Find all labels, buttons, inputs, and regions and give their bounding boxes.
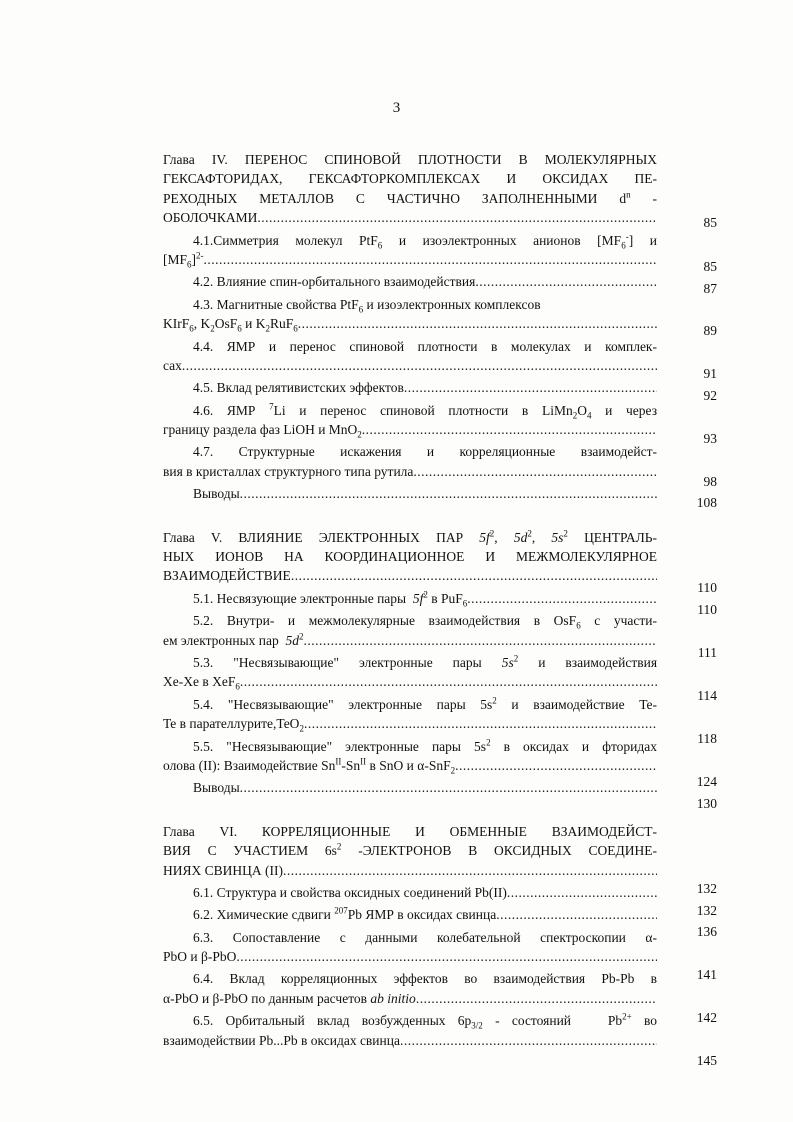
chapter-4-line-4: ОБОЛОЧКАМИ .....: [163, 208, 657, 227]
section-4-7: 4.7. Структурные искажения и корреляционные взаимодейст- вия в кристаллах структурного типа рутила .....: [163, 442, 657, 481]
chapter-6-line-2: ВИЯ С УЧАСТИЕМ $6s^2$ -ЭЛЕКТРОНОВ В ОКСИДНЫХ СОЕДИНЕ-: [163, 841, 657, 859]
section-4-2: 4.2. Влияние спин-орбитального взаимодействия .....: [163, 272, 657, 291]
page-ref-6-3: 141: [696, 967, 717, 982]
section-5-conclusions: Выводы .....: [163, 778, 657, 797]
section-4-conclusions: Выводы .....: [163, 484, 657, 503]
chapter-5-line-3: ВЗАИМОДЕЙСТВИЕ .....: [163, 566, 657, 585]
page-ref-5-4: 118: [697, 731, 717, 746]
page-ref-4-conclusions: 108: [696, 495, 717, 510]
page-ref-6-1: 132: [696, 903, 717, 918]
section-5-1: 5.1. Несвязующие электронные пары $5f^2$ в PuF$_6$ .....: [163, 589, 657, 608]
chapter-4-line-3: РЕХОДНЫХ МЕТАЛЛОВ С ЧАСТИЧНО ЗАПОЛНЕННЫМИ $d^n$ -: [163, 189, 658, 206]
page-ref-5-1: 110: [697, 602, 717, 617]
section-5-2: 5.2. Внутри- и межмолекулярные взаимодействия в OsF$_6$ с участи- ем электронных пар $5d^2$ .....: [163, 611, 657, 650]
page-ref-ch4: 85: [703, 215, 717, 230]
section-6-2: 6.2. Химические сдвиги $^{207}$Pb ЯМР в оксидах свинца .....: [163, 905, 657, 924]
page-ref-6-5: 145: [696, 1053, 717, 1068]
chapter-6-heading: [163, 822, 657, 880]
page-ref-4-5: 92: [703, 388, 717, 403]
page-ref-ch6: 132: [696, 881, 717, 896]
section-5-3: 5.3. "Несвязывающие" электронные пары $5s^2$ и взаимодействия Xe-Xe в XeF$_6$ .....: [163, 653, 657, 692]
section-6-4: 6.4. Вклад корреляционных эффектов во взаимодействия Pb-Pb в α-PbO и β-PbO по данным расчетов ab initio .....: [163, 969, 657, 1008]
page-ref-5-2: 111: [697, 645, 717, 660]
section-4-1: 4.1.Симметрия молекул PtF$_6$ и изоэлектронных анионов $[MF_6^-]$ и $[MF_6]^{2-}$ .....: [163, 231, 657, 270]
chapter-4-heading: [163, 150, 657, 228]
page-ref-5-5: 124: [696, 774, 717, 789]
page-ref-4-7: 98: [703, 474, 717, 489]
chapter-4-line-1: Глава IV. ПЕРЕНОС СПИНОВОЙ ПЛОТНОСТИ В МОЛЕКУЛЯРНЫХ: [163, 152, 657, 167]
chapter-4-line-2: ГЕКСАФТОРИДАХ, ГЕКСАФТОРКОМПЛЕКСАХ И ОКСИДАХ ПЕ-: [163, 171, 657, 187]
page-ref-ch5: 110: [697, 580, 717, 595]
chapter-5-line-1: Глава V. ВЛИЯНИЕ ЭЛЕКТРОННЫХ ПАР $5f^2$, $5d^2$, $5s^2$ ЦЕНТРАЛЬ-: [163, 528, 657, 545]
page-ref-4-1: 85: [703, 259, 717, 274]
section-6-1: 6.1. Структура и свойства оксидных соединений Pb(II) .....: [163, 883, 657, 902]
page-number: 3: [392, 100, 401, 116]
section-4-6: 4.6. ЯМР $^7$Li и перенос спиновой плотности в $LiMn_2O_4$ и через границу раздела фаз LiOH и MnO$_2$ .....: [163, 401, 657, 440]
page-ref-6-2: 136: [696, 924, 717, 939]
page-ref-6-4: 142: [696, 1010, 717, 1025]
section-4-3: 4.3. Магнитные свойства PtF$_6$ и изоэлектронных комплексов KIrF$_6$, $K_2OsF_6$ и $K_2RuF_6$ .....: [163, 295, 657, 334]
chapter-6-line-1: Глава VI. КОРРЕЛЯЦИОННЫЕ И ОБМЕННЫЕ ВЗАИМОДЕЙСТ-: [163, 823, 657, 839]
chapter-5-heading: [163, 528, 657, 586]
chapter-6-line-3: НИЯХ СВИНЦА (II) .....: [163, 861, 657, 880]
section-6-5: 6.5. Орбитальный вклад возбужденных $6p_{3/2}$ - состояний $Pb^{2+}$ во взаимодействии Pb...Pb в оксидах свинца .....: [163, 1011, 657, 1050]
page-ref-5-3: 114: [697, 688, 717, 703]
chapter-5-line-2: НЫХ ИОНОВ НА КООРДИНАЦИОННОЕ И МЕЖМОЛЕКУЛЯРНОЕ: [163, 549, 657, 565]
section-4-4: 4.4. ЯМР и перенос спиновой плотности в молекулах и комплек- сах .....: [163, 337, 657, 376]
section-6-3: 6.3. Сопоставление с данными колебательной спектроскопии α- PbO и β-PbO .....: [163, 928, 657, 967]
page-ref-4-3: 89: [703, 323, 717, 338]
page-ref-4-6: 93: [703, 431, 717, 446]
page-ref-4-4: 91: [703, 366, 717, 381]
section-5-4: 5.4. "Несвязывающие" электронные пары $5s^2$ и взаимодействие Te- Te в парателлурите,TeO$_2$ .....: [163, 695, 657, 734]
page-ref-5-conclusions: 130: [696, 796, 717, 811]
section-5-5: 5.5. "Несвязывающие" электронные пары $5s^2$ в оксидах и фторидах олова (II): Взаимодействие $Sn^{II}-Sn^{II}$ в SnO и α-SnF$_2$ .....: [163, 737, 657, 776]
page-ref-4-2: 87: [703, 281, 717, 296]
table-of-contents: [163, 150, 657, 1053]
section-4-5: 4.5. Вклад релятивистских эффектов .....: [163, 378, 657, 397]
